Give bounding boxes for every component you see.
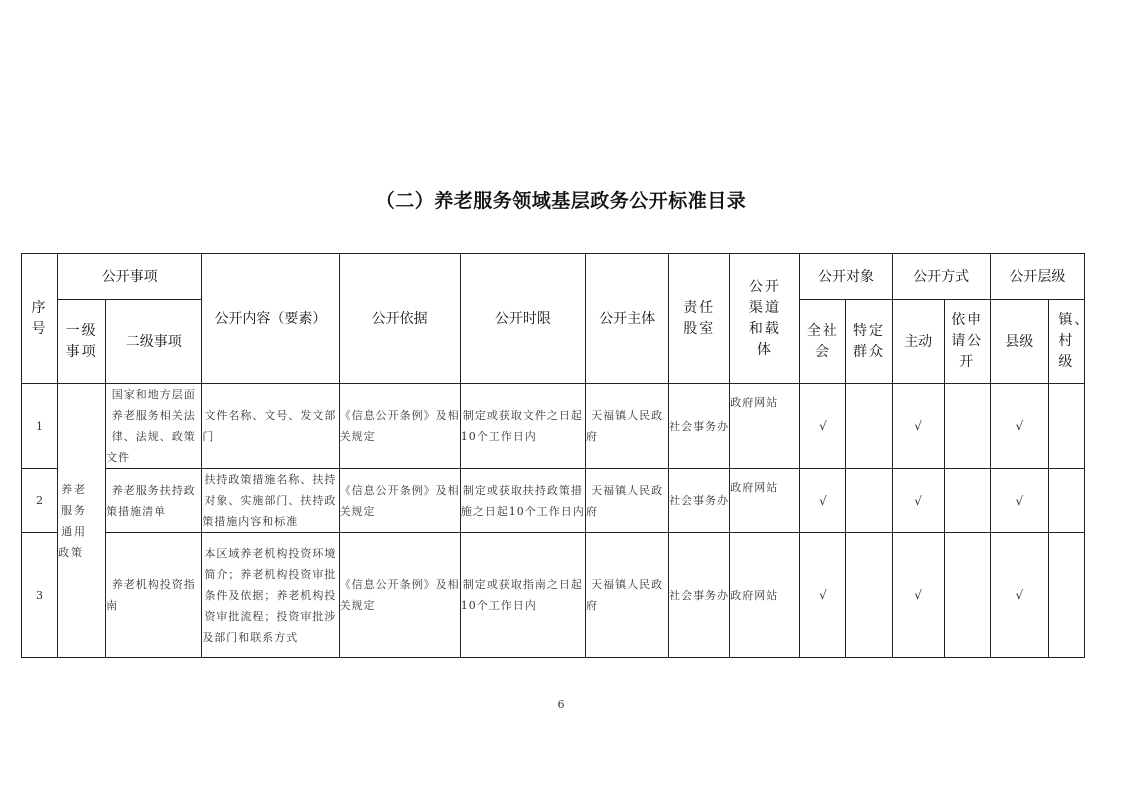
row-method-apply: [944, 469, 990, 533]
header-channel: 公开渠道和载体: [730, 254, 800, 384]
row-level-town: [1048, 469, 1084, 533]
header-level-group: 公开层级: [990, 254, 1084, 300]
level1-item: 养老服务通用政策: [58, 384, 106, 658]
row-target-all: √: [800, 533, 846, 658]
row-content: 文件名称、文号、发文部门: [202, 384, 339, 469]
header-target-group: 公开对象: [800, 254, 892, 300]
row-subject: 天福镇人民政府: [586, 384, 669, 469]
row-dept: 社会事务办: [669, 384, 730, 469]
row-method-apply: [944, 384, 990, 469]
row-level2: 养老机构投资指南: [106, 533, 202, 658]
header-seq: 序号: [22, 254, 58, 384]
header-basis: 公开依据: [339, 254, 460, 384]
header-method-apply: 依申请公开: [944, 300, 990, 384]
row-basis: 《信息公开条例》及相关规定: [339, 384, 460, 469]
row-level2: 养老服务扶持政策措施清单: [106, 469, 202, 533]
row-method-active: √: [892, 384, 944, 469]
row-seq: 3: [22, 533, 58, 658]
header-level1: 一级事项: [58, 300, 106, 384]
page-title: （二）养老服务领域基层政务公开标准目录: [375, 190, 747, 212]
header-target-all: 全社会: [800, 300, 846, 384]
header-level-town: 镇、村级: [1048, 300, 1084, 384]
row-seq: 1: [22, 384, 58, 469]
header-level2: 二级事项: [106, 300, 202, 384]
row-level-town: [1048, 384, 1084, 469]
header-level-county: 县级: [990, 300, 1048, 384]
row-channel: 政府网站: [730, 469, 800, 533]
row-target-all: √: [800, 469, 846, 533]
row-timelimit: 制定或获取指南之日起10个工作日内: [460, 533, 585, 658]
row-seq: 2: [22, 469, 58, 533]
row-basis: 《信息公开条例》及相关规定: [339, 533, 460, 658]
row-dept: 社会事务办: [669, 469, 730, 533]
row-level-town: [1048, 533, 1084, 658]
row-subject: 天福镇人民政府: [586, 469, 669, 533]
header-row-1: [22, 254, 1085, 300]
row-dept: 社会事务办: [669, 533, 730, 658]
table-row: [22, 533, 1085, 658]
header-timelimit: 公开时限: [460, 254, 585, 384]
row-content: 本区域养老机构投资环境简介；养老机构投资审批条件及依据；养老机构投资审批流程；投资审批涉及部门和联系方式: [202, 533, 339, 658]
row-target-specific: [846, 533, 892, 658]
header-method-group: 公开方式: [892, 254, 990, 300]
row-target-specific: [846, 384, 892, 469]
row-channel: 政府网站: [730, 533, 800, 658]
row-timelimit: 制定或获取扶持政策措施之日起10个工作日内: [460, 469, 585, 533]
header-content: 公开内容（要素）: [202, 254, 339, 384]
row-level2: 国家和地方层面养老服务相关法律、法规、政策文件: [106, 384, 202, 469]
row-level-county: √: [990, 533, 1048, 658]
row-basis: 《信息公开条例》及相关规定: [339, 469, 460, 533]
header-subject: 公开主体: [586, 254, 669, 384]
header-method-active: 主动: [892, 300, 944, 384]
row-method-active: √: [892, 469, 944, 533]
table-row: [22, 469, 1085, 533]
row-timelimit: 制定或获取文件之日起10个工作日内: [460, 384, 585, 469]
row-level-county: √: [990, 469, 1048, 533]
table-row: [22, 384, 1085, 469]
header-items-group: 公开事项: [58, 254, 202, 300]
header-dept: 责任股室: [669, 254, 730, 384]
row-level-county: √: [990, 384, 1048, 469]
row-method-active: √: [892, 533, 944, 658]
catalog-table: [21, 253, 1091, 658]
header-target-specific: 特定群众: [846, 300, 892, 384]
page-number: 6: [557, 698, 565, 711]
row-target-all: √: [800, 384, 846, 469]
row-channel: 政府网站: [730, 384, 800, 469]
row-content: 扶持政策措施名称、扶持对象、实施部门、扶持政策措施内容和标准: [202, 469, 339, 533]
row-subject: 天福镇人民政府: [586, 533, 669, 658]
row-method-apply: [944, 533, 990, 658]
row-target-specific: [846, 469, 892, 533]
